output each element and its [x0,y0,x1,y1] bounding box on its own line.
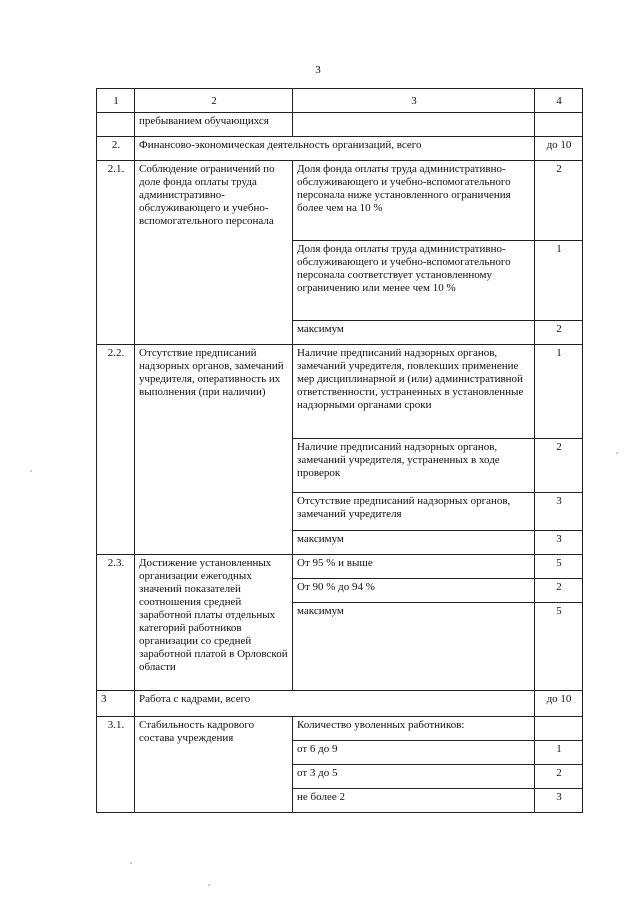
score-cell: 2 [535,161,583,241]
score-cell: 1 [535,741,583,765]
section-title: Работа с кадрами, всего [135,691,535,717]
empty-cell [293,113,535,137]
score-cell: 5 [535,603,583,691]
criterion-cell: пребыванием обучающихся [135,113,293,137]
table-row [97,161,583,241]
criterion-cell: Стабильность кадрового состава учреждения [135,717,293,813]
row-number: 2.1. [97,161,135,345]
header-col-3: 3 [293,89,535,113]
score-cell: 2 [535,765,583,789]
criterion-cell: Отсутствие предписаний надзорных органов, замечаний учредителя, оперативность их выполнения (при наличии) [135,345,293,555]
criteria-table [96,88,583,813]
row-number: 2.3. [97,555,135,691]
row-number: 2.2. [97,345,135,555]
row-number: 2. [97,137,135,161]
indicator-cell: Отсутствие предписаний надзорных органов, замечаний учредителя [293,493,535,531]
score-cell: 2 [535,579,583,603]
empty-cell [535,113,583,137]
indicator-cell: максимум [293,603,535,691]
table-row [97,113,583,137]
score-cell: 2 [535,321,583,345]
score-cell [535,717,583,741]
section-row [97,137,583,161]
score-cell: 1 [535,241,583,321]
section-title: Финансово-экономическая деятельность организаций, всего [135,137,535,161]
table-row [97,555,583,579]
indicator-cell: максимум [293,321,535,345]
header-row [97,89,583,113]
score-cell: до 10 [535,137,583,161]
indicator-cell: Наличие предписаний надзорных органов, замечаний учредителя, устраненных в ходе проверок [293,439,535,493]
table-row [97,717,583,741]
indicator-cell: Количество уволенных работников: [293,717,535,741]
criterion-cell: Достижение установленных организации ежегодных значений показателей соотношения средней заработной платы отдельных категорий работников организации со средней заработной платой в Орловской области [135,555,293,691]
score-cell: 2 [535,439,583,493]
indicator-cell: Наличие предписаний надзорных органов, замечаний учредителя, повлекших применение мер дисциплинарной и (или) административной ответственности, устраненных в установленные надзорными органами сроки [293,345,535,439]
header-col-2: 2 [135,89,293,113]
score-cell: 3 [535,493,583,531]
empty-cell [97,113,135,137]
criterion-cell: Соблюдение ограничений по доле фонда оплаты труда административно-обслуживающего и учебно-вспомогательного персонала [135,161,293,345]
row-number: 3.1. [97,717,135,813]
scan-speck [30,470,32,472]
score-cell: 5 [535,555,583,579]
indicator-cell: от 6 до 9 [293,741,535,765]
indicator-cell: От 90 % до 94 % [293,579,535,603]
indicator-cell: От 95 % и выше [293,555,535,579]
section-row [97,691,583,717]
score-cell: 3 [535,789,583,813]
scan-speck [130,862,132,864]
score-cell: 1 [535,345,583,439]
page-number: 3 [315,64,321,76]
header-col-1: 1 [97,89,135,113]
scan-speck [616,452,618,454]
score-cell: до 10 [535,691,583,717]
indicator-cell: от 3 до 5 [293,765,535,789]
score-cell: 3 [535,531,583,555]
row-number: 3 [97,691,135,717]
header-col-4: 4 [535,89,583,113]
indicator-cell: не более 2 [293,789,535,813]
indicator-cell: Доля фонда оплаты труда административно-обслуживающего и учебно-вспомогательного персонала ниже установленного ограничения более чем на 10 % [293,161,535,241]
indicator-cell: Доля фонда оплаты труда административно-обслуживающего и учебно-вспомогательного персонала соответствует установленному ограничению или менее чем 10 % [293,241,535,321]
indicator-cell: максимум [293,531,535,555]
scan-speck [208,884,210,886]
table-row [97,345,583,439]
